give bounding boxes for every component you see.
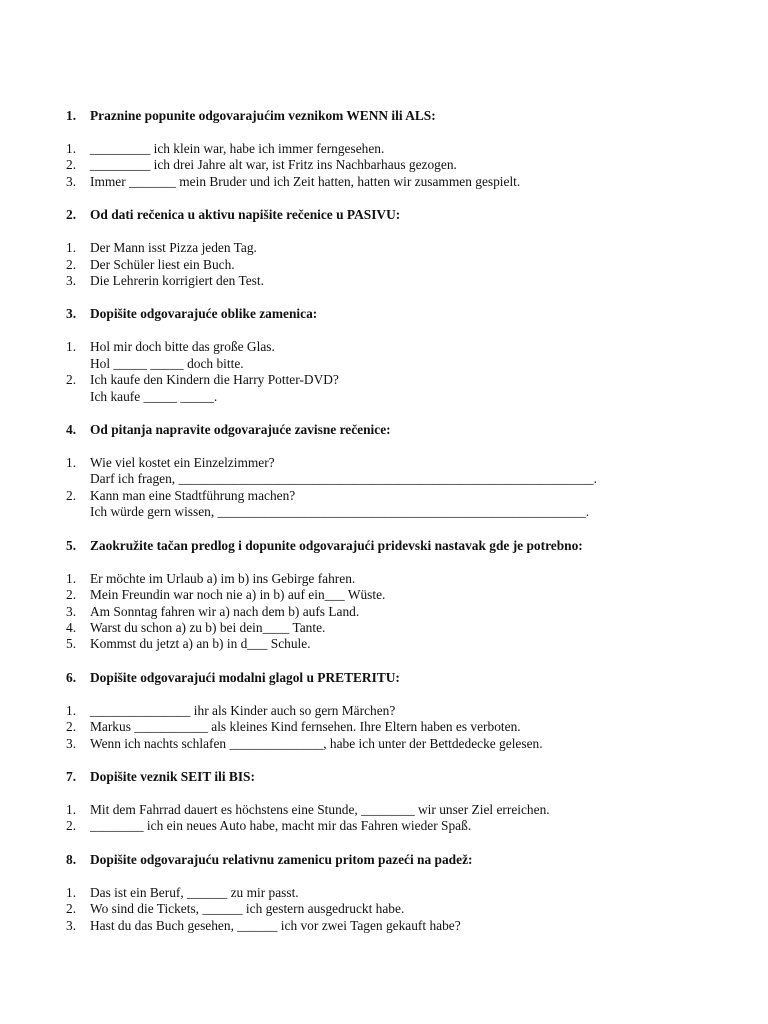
exercise-item-list xyxy=(66,141,706,190)
exercise-section xyxy=(66,670,706,752)
exercise-item xyxy=(66,141,706,157)
exercise-item xyxy=(66,240,706,256)
exercise-item xyxy=(66,802,706,818)
exercise-heading xyxy=(66,207,706,223)
exercise-item xyxy=(66,636,706,652)
item-text: _______________ ihr als Kinder auch so gern Märchen? xyxy=(90,702,396,718)
exercise-section xyxy=(66,852,706,934)
item-text: Markus ___________ als kleines Kind fernsehen. Ihre Eltern haben es verboten. xyxy=(90,719,521,735)
exercise-number: 2. xyxy=(66,207,77,223)
exercise-item xyxy=(66,604,706,620)
exercise-item xyxy=(66,703,706,719)
item-number: 2. xyxy=(66,487,77,503)
exercise-item xyxy=(66,736,706,752)
item-number: 1. xyxy=(66,455,77,471)
exercise-item xyxy=(66,571,706,587)
exercise-item xyxy=(66,719,706,735)
item-number: 1. xyxy=(66,570,77,586)
item-text: _________ ich drei Jahre alt war, ist Fritz ins Nachbarhaus gezogen. xyxy=(90,157,457,173)
exercise-heading xyxy=(66,852,706,868)
item-answer-line: Ich kaufe _____ _____. xyxy=(90,388,218,404)
exercise-item-list xyxy=(66,703,706,752)
item-text: Hast du das Buch gesehen, ______ ich vor zwei Tagen gekauft habe? xyxy=(90,917,461,933)
item-answer-line: Ich würde gern wissen, _______________________________________________________. xyxy=(90,504,590,520)
exercise-item-list xyxy=(66,885,706,934)
item-text: Mit dem Fahrrad dauert es höchstens eine Stunde, ________ wir unser Ziel erreichen. xyxy=(90,801,550,817)
exercise-item xyxy=(66,587,706,603)
exercise-number: 8. xyxy=(66,851,77,867)
item-number: 1. xyxy=(66,339,77,355)
item-text: Mein Freundin war noch nie a) in b) auf ein___ Wüste. xyxy=(90,587,386,603)
exercise-title: Dopišite odgovarajuću relativnu zamenicu pritom pazeći na padež: xyxy=(90,851,473,867)
item-text: Warst du schon a) zu b) bei dein____ Tante. xyxy=(90,619,326,635)
item-text: Er möchte im Urlaub a) im b) ins Gebirge fahren. xyxy=(90,570,356,586)
exercise-section xyxy=(66,769,706,835)
exercise-item-list xyxy=(66,571,706,653)
item-answer-line: Hol _____ _____ doch bitte. xyxy=(90,355,244,371)
exercise-section xyxy=(66,538,706,653)
exercise-item xyxy=(66,455,706,471)
item-text: Wenn ich nachts schlafen ______________, habe ich unter der Bettdedecke gelesen. xyxy=(90,735,543,751)
exercise-item xyxy=(66,918,706,934)
item-number: 1. xyxy=(66,801,77,817)
exercise-item xyxy=(66,901,706,917)
exercise-number: 5. xyxy=(66,537,77,553)
exercise-item xyxy=(66,620,706,636)
item-text: Der Mann isst Pizza jeden Tag. xyxy=(90,240,257,256)
item-text: _________ ich klein war, habe ich immer ferngesehen. xyxy=(90,141,385,156)
item-number: 2. xyxy=(66,901,77,917)
item-number: 1. xyxy=(66,702,77,718)
item-text: Hol mir doch bitte das große Glas. xyxy=(90,339,275,355)
item-number: 3. xyxy=(66,735,77,751)
exercise-item xyxy=(66,372,706,388)
exercise-item-list xyxy=(66,339,706,405)
exercise-item xyxy=(66,339,706,355)
exercise-item xyxy=(66,488,706,504)
item-number: 4. xyxy=(66,619,77,635)
exercise-item xyxy=(66,818,706,834)
item-text: Das ist ein Beruf, ______ zu mir passt. xyxy=(90,884,299,900)
item-number: 2. xyxy=(66,818,77,834)
exercise-number: 7. xyxy=(66,768,77,784)
exercise-item xyxy=(66,885,706,901)
exercise-heading xyxy=(66,108,706,124)
item-text: Wo sind die Tickets, ______ ich gestern ausgedruckt habe. xyxy=(90,901,405,917)
item-number: 2. xyxy=(66,372,77,388)
item-text: Der Schüler liest ein Buch. xyxy=(90,256,235,272)
item-number: 3. xyxy=(66,917,77,933)
exercise-item xyxy=(66,273,706,289)
exercise-section xyxy=(66,207,706,289)
worksheet xyxy=(66,108,706,951)
item-number: 3. xyxy=(66,273,77,289)
exercise-heading xyxy=(66,422,706,438)
item-text: Kommst du jetzt a) an b) in d___ Schule. xyxy=(90,636,311,652)
exercise-item-list xyxy=(66,802,706,835)
exercise-item-list xyxy=(66,455,706,521)
exercise-title: Od pitanja napravite odgovarajuće zavisne rečenice: xyxy=(90,422,391,438)
exercise-title: Dopišite odgovarajući modalni glagol u PRETERITU: xyxy=(90,669,400,685)
item-number: 2. xyxy=(66,256,77,272)
exercise-item xyxy=(66,174,706,190)
item-number: 1. xyxy=(66,240,77,256)
item-answer-line: Darf ich fragen, ______________________________________________________________. xyxy=(90,471,597,487)
item-number: 2. xyxy=(66,719,77,735)
exercise-title: Dopišite odgovarajuće oblike zamenica: xyxy=(90,306,318,322)
exercise-section xyxy=(66,108,706,190)
exercise-title: Zaokružite tačan predlog i dopunite odgovarajući pridevski nastavak gde je potrebno: xyxy=(90,537,583,553)
exercise-item-list xyxy=(66,240,706,289)
item-number: 5. xyxy=(66,636,77,652)
item-number: 2. xyxy=(66,587,77,603)
exercise-section xyxy=(66,422,706,521)
exercise-number: 3. xyxy=(66,306,77,322)
exercise-heading xyxy=(66,306,706,322)
exercise-number: 6. xyxy=(66,669,77,685)
item-text: Kann man eine Stadtführung machen? xyxy=(90,487,296,503)
exercise-heading xyxy=(66,538,706,554)
exercise-heading xyxy=(66,670,706,686)
item-text: Die Lehrerin korrigiert den Test. xyxy=(90,273,264,289)
item-text: Ich kaufe den Kindern die Harry Potter-DVD? xyxy=(90,372,339,388)
item-number: 2. xyxy=(66,157,77,173)
item-text: ________ ich ein neues Auto habe, macht mir das Fahren wieder Spaß. xyxy=(90,818,472,834)
item-number: 1. xyxy=(66,141,77,156)
exercise-section xyxy=(66,306,706,405)
exercise-item xyxy=(66,257,706,273)
exercise-number: 1. xyxy=(66,108,77,123)
exercise-title: Od dati rečenica u aktivu napišite rečenice u PASIVU: xyxy=(90,207,401,223)
item-text: Immer _______ mein Bruder und ich Zeit hatten, hatten wir zusammen gespielt. xyxy=(90,173,521,189)
exercise-item xyxy=(66,157,706,173)
exercise-number: 4. xyxy=(66,422,77,438)
exercise-title: Dopišite veznik SEIT ili BIS: xyxy=(90,768,255,784)
exercise-title: Praznine popunite odgovarajućim veznikom WENN ili ALS: xyxy=(90,108,436,123)
item-number: 3. xyxy=(66,173,77,189)
item-number: 3. xyxy=(66,603,77,619)
item-text: Am Sonntag fahren wir a) nach dem b) aufs Land. xyxy=(90,603,360,619)
item-number: 1. xyxy=(66,884,77,900)
item-text: Wie viel kostet ein Einzelzimmer? xyxy=(90,455,275,471)
exercise-heading xyxy=(66,769,706,785)
